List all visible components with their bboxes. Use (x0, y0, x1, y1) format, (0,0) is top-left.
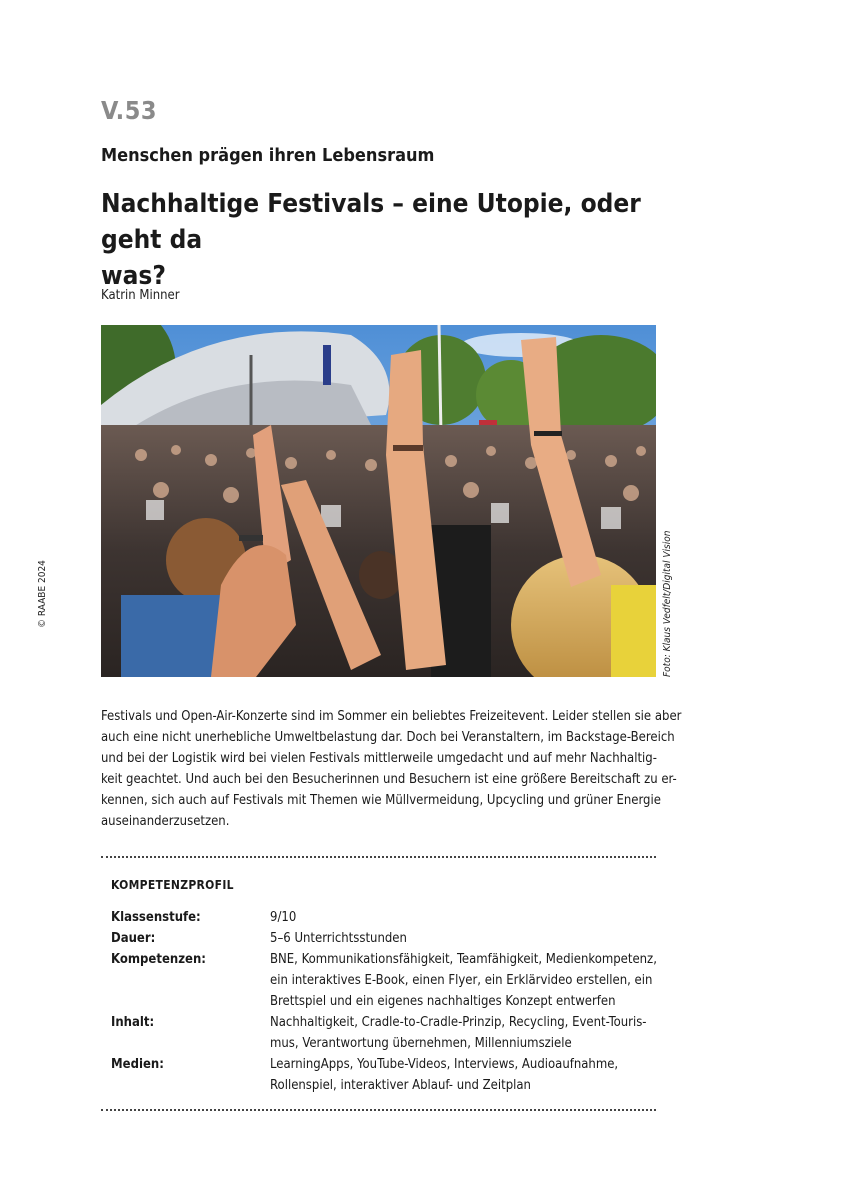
profile-value (270, 928, 660, 949)
profile-value (270, 1012, 660, 1054)
title-line: Nachhaltige Festivals – eine Utopie, oder geht da (101, 189, 641, 255)
divider-bottom (101, 1109, 656, 1111)
author-name: Katrin Minner (101, 288, 180, 303)
intro-line: auseinanderzusetzen. (101, 814, 230, 829)
section-code: V.53 (101, 96, 158, 125)
profile-value (270, 1054, 660, 1096)
profile-value-line: mus, Verantwortung übernehmen, Millenniumsziele (270, 1036, 572, 1051)
intro-line: Festivals und Open-Air-Konzerte sind im Sommer ein beliebtes Freizeitevent. Leider stellen sie aber (101, 709, 682, 724)
profile-heading: KOMPETENZPROFIL (111, 878, 234, 892)
profile-value (270, 949, 660, 1012)
document-title (101, 186, 681, 294)
intro-line: und bei der Logistik wird bei vielen Festivals mittlerweile umgedacht und auf mehr Nachhaltig- (101, 751, 657, 766)
photo-credit: Foto: Klaus Vedfelt/Digital Vision (662, 530, 673, 677)
intro-paragraph (101, 706, 682, 832)
section-title: Menschen prägen ihren Lebensraum (101, 145, 435, 166)
profile-value-line: ein interaktives E-Book, einen Flyer, ein Erklärvideo erstellen, ein (270, 973, 653, 988)
profile-label: Medien: (111, 1057, 164, 1072)
intro-line: auch eine nicht unerhebliche Umweltbelastung dar. Doch bei Veranstaltern, im Backstage-Bereich (101, 730, 675, 745)
divider-top (101, 856, 656, 858)
copyright-notice: © RAABE 2024 (37, 560, 48, 628)
title-line: was? (101, 261, 166, 291)
profile-label: Kompetenzen: (111, 952, 206, 967)
profile-value-line: LearningApps, YouTube-Videos, Interviews, Audioaufnahme, (270, 1057, 619, 1072)
festival-crowd-photo (101, 325, 656, 677)
profile-value-line: Nachhaltigkeit, Cradle-to-Cradle-Prinzip, Recycling, Event-Touris- (270, 1015, 647, 1030)
intro-line: keit geachtet. Und auch bei den Besucherinnen und Besuchern ist eine größere Bereitschaft zu er- (101, 772, 677, 787)
profile-label: Dauer: (111, 931, 156, 946)
profile-label: Inhalt: (111, 1015, 155, 1030)
profile-value-line: Rollenspiel, interaktiver Ablauf- und Zeitplan (270, 1078, 531, 1093)
profile-value-line: BNE, Kommunikationsfähigkeit, Teamfähigkeit, Medienkompetenz, (270, 952, 657, 967)
profile-value-line: 5–6 Unterrichtsstunden (270, 931, 407, 946)
intro-line: kennen, sich auch auf Festivals mit Themen wie Müllvermeidung, Upcycling und grüner Energie (101, 793, 661, 808)
profile-value-line: 9/10 (270, 910, 297, 925)
profile-value (270, 907, 660, 928)
profile-value-line: Brettspiel und ein eigenes nachhaltiges Konzept entwerfen (270, 994, 616, 1009)
profile-label: Klassenstufe: (111, 910, 201, 925)
